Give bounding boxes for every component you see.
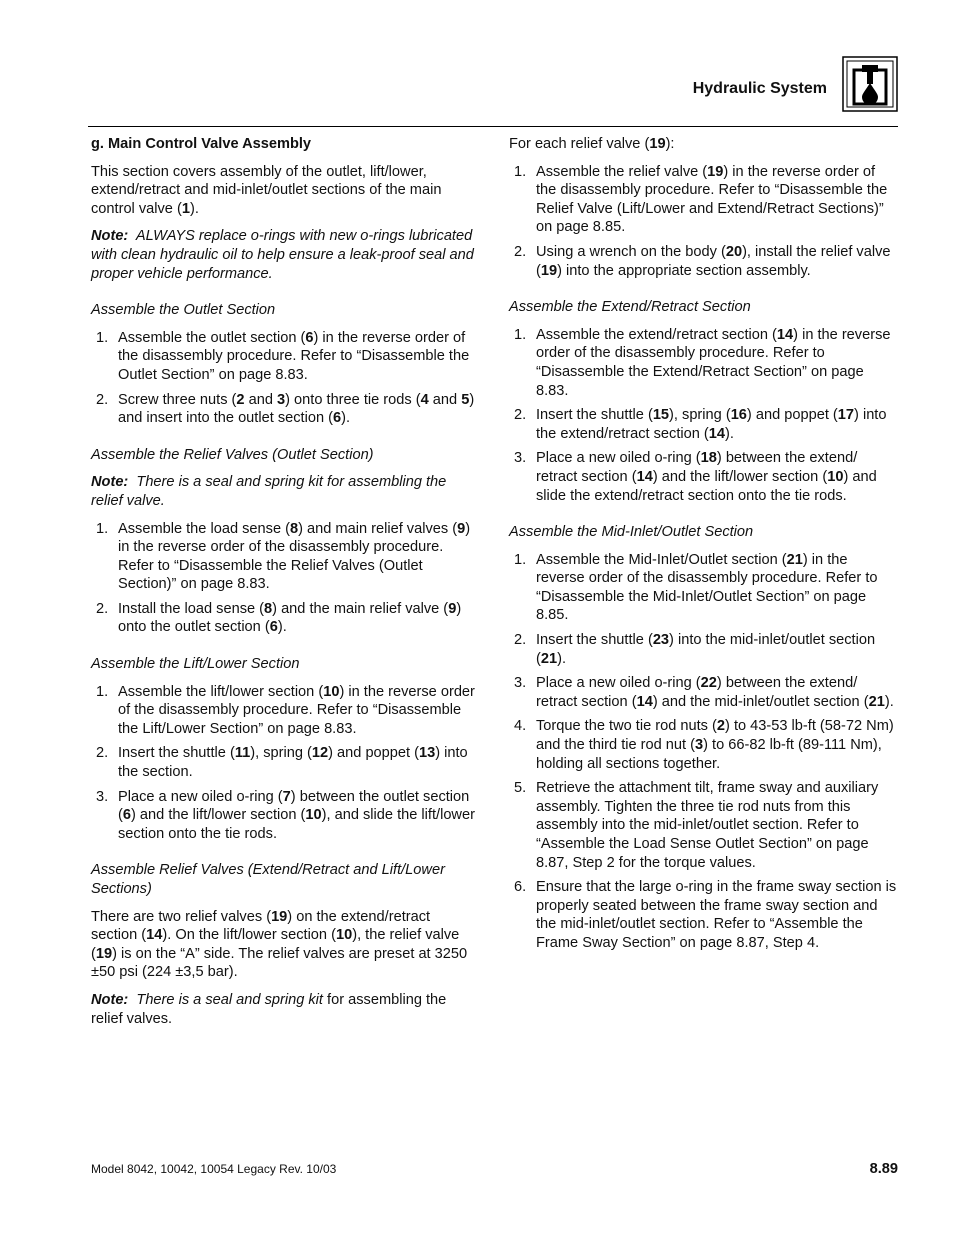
list-item: 5. Retrieve the attachment tilt, frame sway and auxiliary assembly. Tighten the three tie rod nuts from this assembly into the mid-inlet/outlet section. Refer to “Assemble the Load Sense Outlet Section” on page 8.87, Step 2 for the torque values. bbox=[514, 780, 879, 871]
mid-steps bbox=[509, 551, 898, 953]
list-item: 2. Insert the shuttle (11), spring (12) and poppet (13) into the section. bbox=[96, 745, 468, 781]
list-item: 2. Install the load sense (8) and the main relief valve (9) onto the outlet section (6). bbox=[96, 600, 462, 636]
extend-steps bbox=[509, 326, 898, 505]
liftlower-steps bbox=[91, 683, 479, 844]
section-title: g. Main Control Valve Assembly bbox=[91, 136, 312, 152]
section-header-title: Hydraulic System bbox=[692, 80, 827, 97]
list-item: 4. Torque the two tie rod nuts (2) to 43-53 lb-ft (58-72 Nm) and the third tie rod nut (3) to 66-82 lb-ft (89-111 Nm), holding all sections together. bbox=[514, 718, 894, 772]
list-item: 1. Assemble the Mid-Inlet/Outlet section (21) in the reverse order of the disassembly procedure. Refer to “Disassemble the Mid-Inlet/Outlet Section” on page 8.85. bbox=[514, 551, 878, 624]
outlet-heading: Assemble the Outlet Section bbox=[91, 302, 276, 319]
list-item: 2. Insert the shuttle (23) into the mid-inlet/outlet section (21). bbox=[514, 632, 876, 667]
right-column bbox=[509, 135, 898, 962]
liftlower-heading: Assemble the Lift/Lower Section bbox=[91, 656, 300, 673]
note: Note: There is a seal and spring kit for assembling the relief valve. bbox=[91, 474, 447, 509]
list-item: 1. Assemble the load sense (8) and main relief valves (9) in the reverse order of the disassembly procedure. Refer to “Disassemble the Relief Valves (Outlet Section)” on page 8.83. bbox=[96, 520, 471, 593]
relief-lead: For each relief valve (19): bbox=[509, 136, 675, 152]
relief2-paragraph: There are two relief valves (19) on the extend/retract section (14). On the lift/lower section (10), the relief valve (19) is on the “A” side. The relief valves are preset at 3250 ±50 psi (224 ±3,5 bar). bbox=[91, 908, 468, 981]
list-item: 1. Assemble the extend/retract section (14) in the reverse order of the disassembly procedure. Refer to “Disassemble the Extend/Retract Section” on page 8.83. bbox=[514, 326, 891, 399]
list-item: 1. Assemble the lift/lower section (10) in the reverse order of the disassembly procedure. Refer to “Disassemble the Lift/Lower Section” on page 8.83. bbox=[96, 683, 475, 737]
list-item: 2. Screw three nuts (2 and 3) onto three tie rods (4 and 5) and insert into the outlet section (6). bbox=[96, 391, 475, 427]
note: Note: ALWAYS replace o-rings with new o-rings lubricated with clean hydraulic oil to help ensure a leak-proof seal and proper vehicle performance. bbox=[91, 228, 474, 282]
left-column bbox=[91, 135, 479, 1037]
list-item: 3. Place a new oiled o-ring (22) between the extend/ retract section (14) and the mid-inlet/outlet section (21). bbox=[514, 675, 894, 710]
list-item: 2. Using a wrench on the body (20), install the relief valve (19) into the appropriate section assembly. bbox=[514, 243, 891, 279]
relief-steps bbox=[91, 520, 479, 638]
hydraulic-oil-icon bbox=[842, 56, 898, 112]
list-item: 3. Place a new oiled o-ring (7) between the outlet section (6) and the lift/lower section (10), and slide the lift/lower section onto the tie rods. bbox=[96, 788, 475, 842]
page-number: 8.89 bbox=[869, 1161, 898, 1177]
list-item: 3. Place a new oiled o-ring (18) between the extend/ retract section (14) and the lift/lower section (10) and slide the extend/retract section onto the tie rods. bbox=[514, 450, 877, 504]
list-item: 6. Ensure that the large o-ring in the frame sway section is properly seated between the frame sway section and the mid-inlet/outlet section. Refer to “Assemble the Frame Sway Section” on page 8.87, Step 4. bbox=[514, 879, 897, 951]
mid-heading: Assemble the Mid-Inlet/Outlet Section bbox=[509, 524, 754, 541]
relief2-heading: Assemble Relief Valves (Extend/Retract and Lift/Lower Sections) bbox=[91, 862, 445, 897]
list-item: 1. Assemble the outlet section (6) in the reverse order of the disassembly procedure. Refer to “Disassemble the Outlet Section” on page 8.83. bbox=[96, 329, 470, 383]
outlet-steps bbox=[91, 329, 479, 428]
relief-valve-steps bbox=[509, 163, 898, 281]
note: Note: There is a seal and spring kit for assembling the relief valves. bbox=[91, 991, 447, 1027]
header-rule bbox=[88, 126, 898, 127]
footer-model: Model 8042, 10042, 10054 Legacy Rev. 10/03 bbox=[91, 1162, 337, 1176]
list-item: 1. Assemble the relief valve (19) in the reverse order of the disassembly procedure. Refer to “Disassemble the Relief Valve (Lift/Lower and Extend/Retract Sections)” on page 8.85. bbox=[514, 163, 888, 236]
extend-heading: Assemble the Extend/Retract Section bbox=[509, 299, 751, 316]
relief-heading: Assemble the Relief Valves (Outlet Section) bbox=[91, 446, 374, 463]
list-item: 2. Insert the shuttle (15), spring (16) and poppet (17) into the extend/retract section (14). bbox=[514, 407, 887, 442]
intro-paragraph: This section covers assembly of the outlet, lift/lower, extend/retract and mid-inlet/outlet sections of the main control valve (1). bbox=[91, 163, 442, 217]
